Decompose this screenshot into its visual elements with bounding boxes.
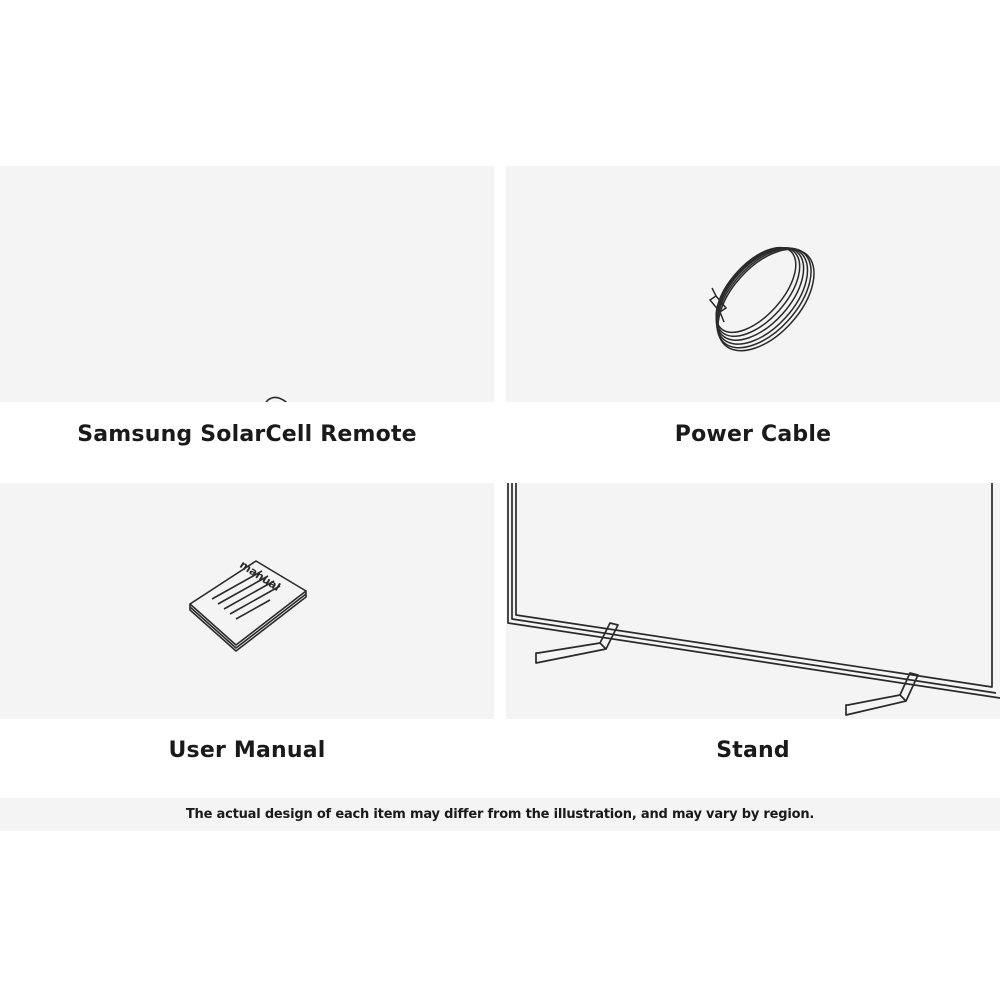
remote-caption: Samsung SolarCell Remote — [77, 422, 417, 447]
remote-tile — [0, 166, 494, 402]
manual-icon — [0, 483, 494, 719]
disclaimer-text: The actual design of each item may differ from the illustration, and may vary by region. — [185, 807, 815, 822]
user-manual-tile — [0, 483, 494, 719]
power-cable-caption: Power Cable — [674, 422, 832, 447]
user-manual-caption: User Manual — [168, 738, 326, 763]
disclaimer-bar — [0, 798, 1000, 831]
power-cable-tile — [506, 166, 1000, 402]
manual-cover-text: manual — [237, 558, 283, 594]
stand-caption: Stand — [716, 738, 790, 763]
stand-icon — [506, 483, 1000, 719]
remote-icon — [0, 166, 494, 402]
power-cable-icon — [506, 166, 1000, 402]
stand-tile — [506, 483, 1000, 719]
